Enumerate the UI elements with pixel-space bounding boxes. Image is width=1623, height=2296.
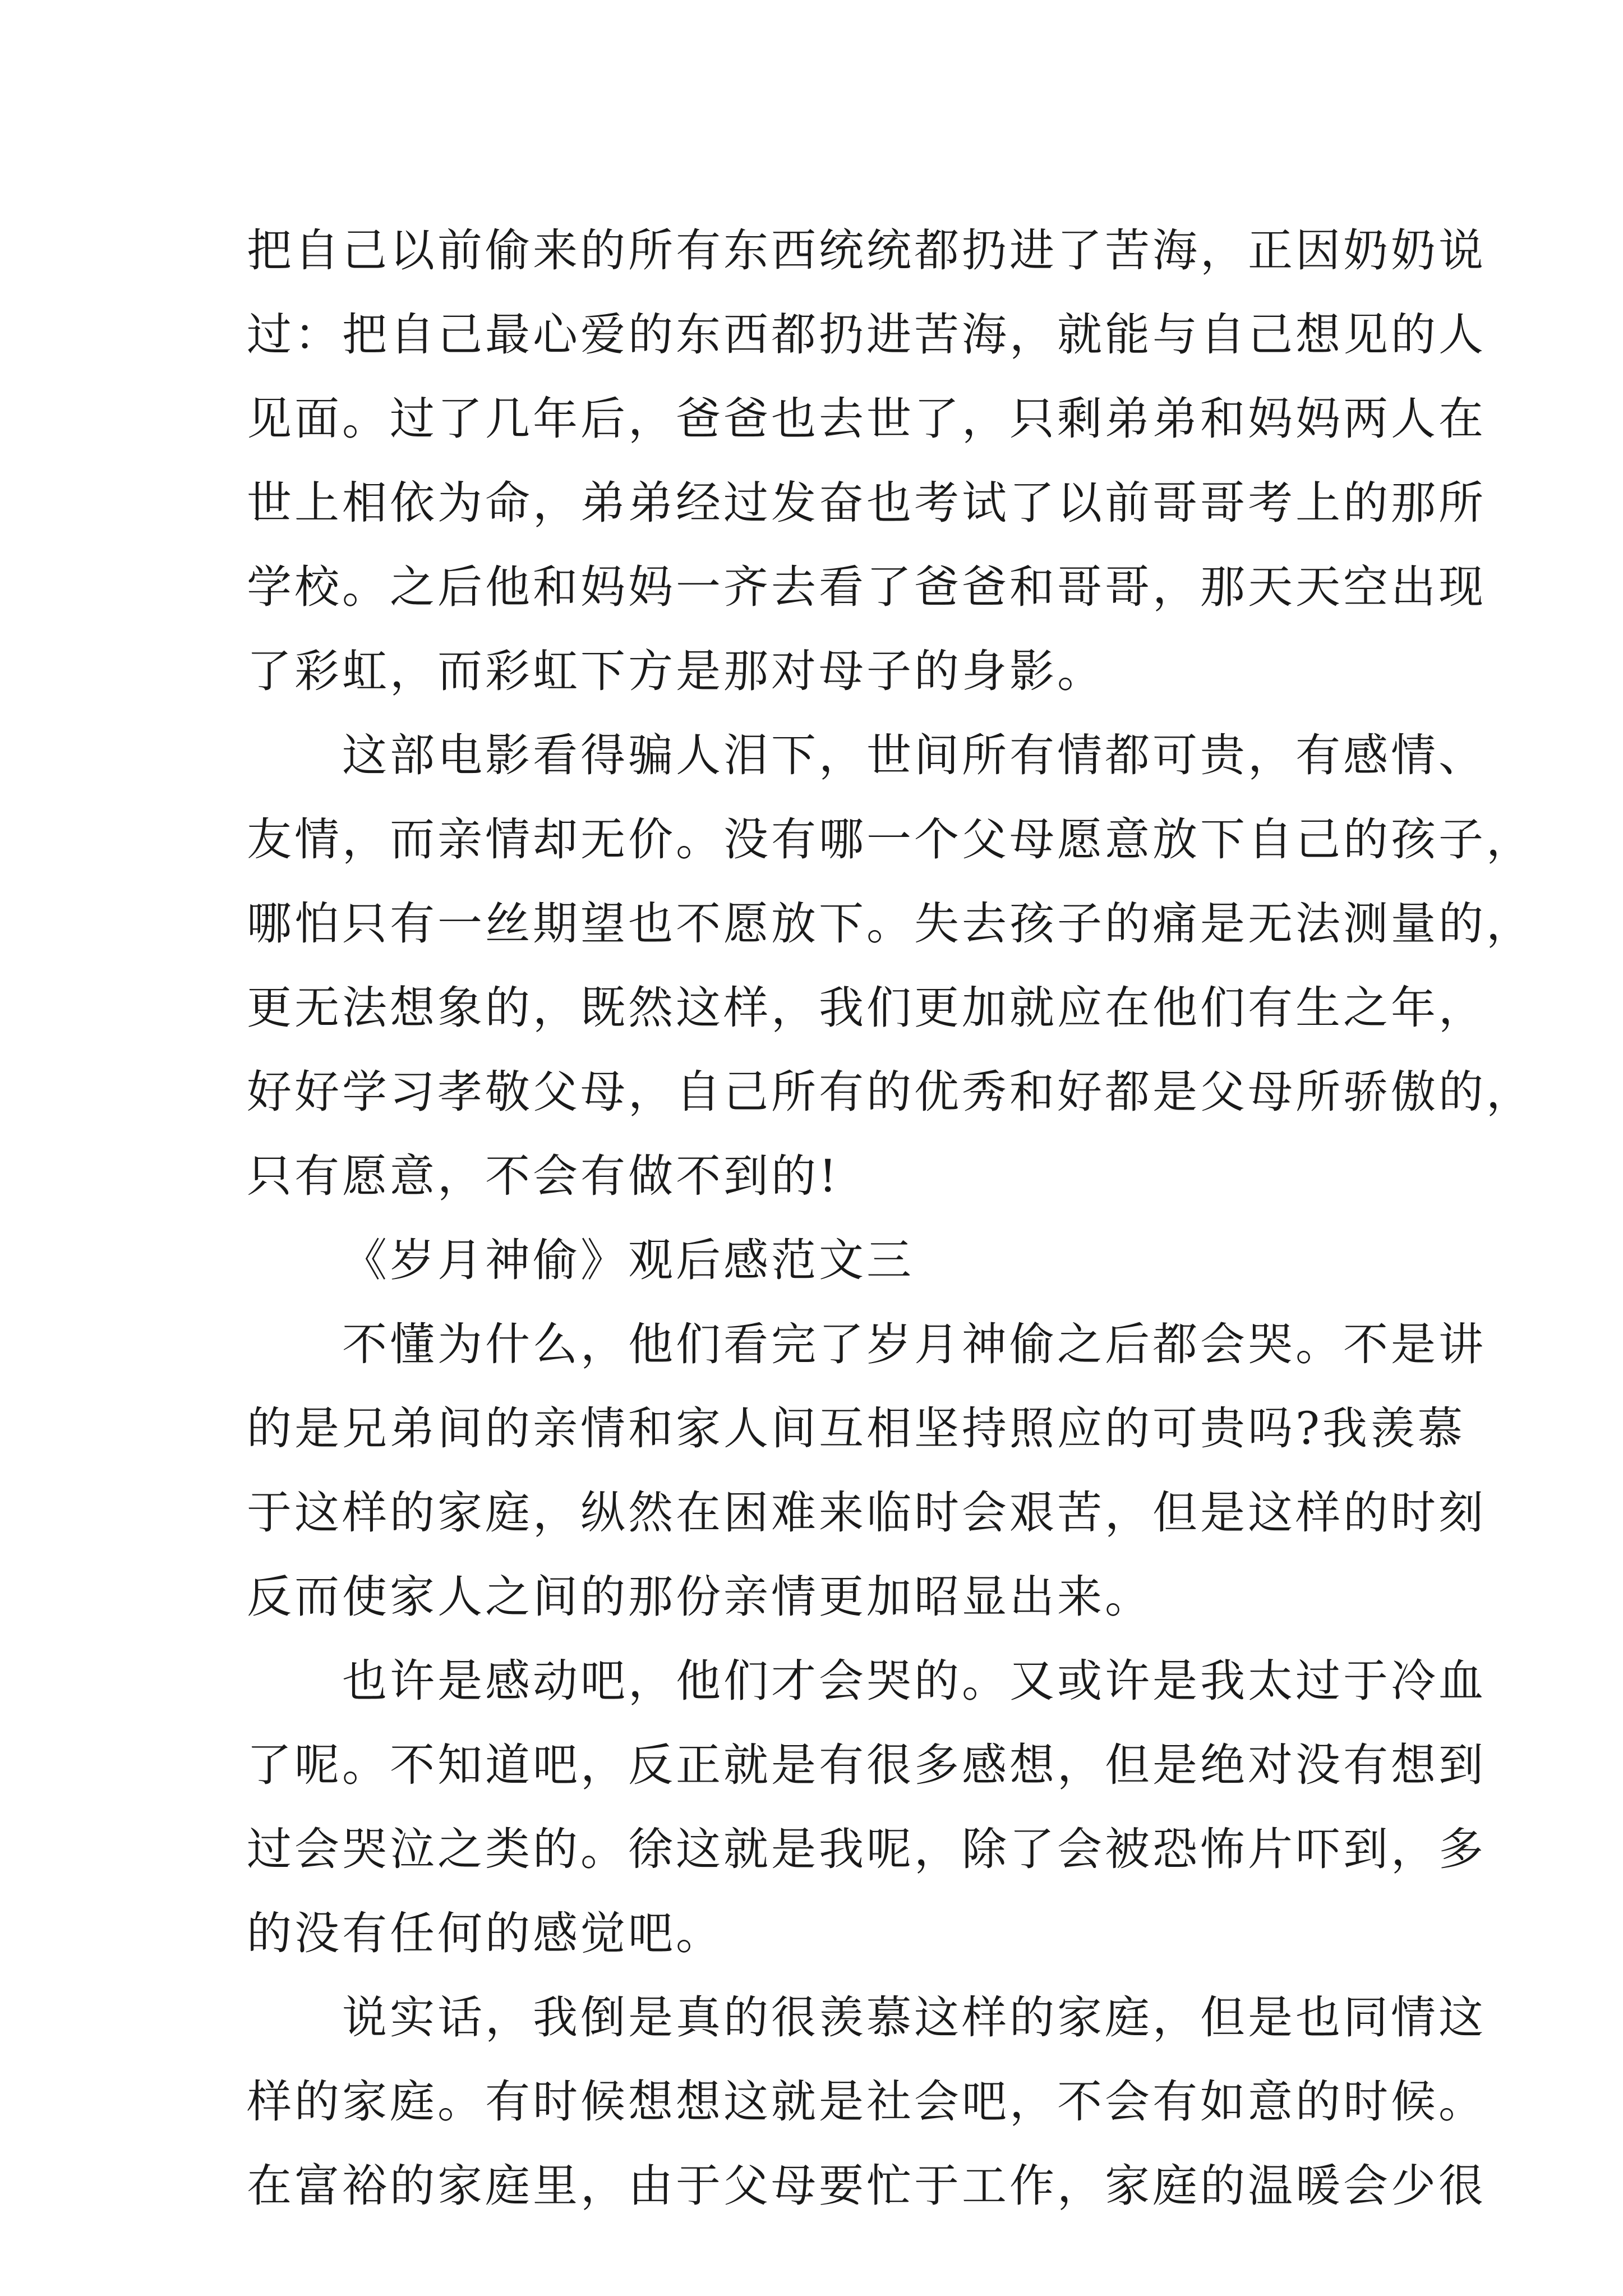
paragraph bbox=[247, 1639, 1486, 1976]
text-line: 反而使家人之间的那份亲情更加昭显出来。 bbox=[247, 1571, 1152, 1623]
text-line: 样的家庭。有时候想想这就是社会吧，不会有如意的时候。 bbox=[247, 2076, 1486, 2128]
text-line: 世上相依为命，弟弟经过发奋也考试了以前哥哥考上的那所 bbox=[247, 477, 1486, 529]
text-line: 把自己以前偷来的所有东西统统都扔进了苦海，正因奶奶说 bbox=[247, 224, 1486, 277]
text-line: 只有愿意，不会有做不到的! bbox=[247, 1150, 840, 1202]
paragraph bbox=[247, 714, 1534, 1218]
text-line: 学校。之后他和妈妈一齐去看了爸爸和哥哥，那天天空出现 bbox=[247, 561, 1486, 613]
text-line: 更无法想象的，既然这样，我们更加就应在他们有生之年， bbox=[247, 982, 1486, 1034]
text-line: 不懂为什么，他们看完了岁月神偷之后都会哭。不是讲 bbox=[342, 1318, 1486, 1370]
text-line: 哪怕只有一丝期望也不愿放下。失去孩子的痛是无法测量的， bbox=[247, 898, 1534, 950]
text-line: 于这样的家庭，纵然在困难来临时会艰苦，但是这样的时刻 bbox=[247, 1487, 1486, 1539]
text-line: 在富裕的家庭里，由于父母要忙于工作，家庭的温暖会少很 bbox=[247, 2160, 1486, 2212]
section-heading: 《岁月神偷》观后感范文三 bbox=[342, 1234, 914, 1286]
text-line: 过：把自己最心爱的东西都扔进苦海，就能与自己想见的人 bbox=[247, 309, 1486, 361]
text-line: 也许是感动吧，他们才会哭的。又或许是我太过于冷血 bbox=[342, 1655, 1486, 1707]
document-body bbox=[247, 209, 1534, 2228]
text-line: 见面。过了几年后，爸爸也去世了，只剩弟弟和妈妈两人在 bbox=[247, 393, 1486, 445]
paragraph bbox=[247, 1303, 1486, 1639]
paragraph bbox=[247, 1976, 1486, 2228]
text-line: 过会哭泣之类的。徐这就是我呢，除了会被恐怖片吓到，多 bbox=[247, 1823, 1486, 1875]
text-line: 这部电影看得骗人泪下，世间所有情都可贵，有感情、 bbox=[342, 729, 1486, 781]
text-line: 好好学习孝敬父母，自己所有的优秀和好都是父母所骄傲的， bbox=[247, 1066, 1534, 1118]
text-line: 了呢。不知道吧，反正就是有很多感想，但是绝对没有想到 bbox=[247, 1739, 1486, 1791]
paragraph bbox=[247, 209, 1486, 714]
text-line: 的没有任何的感觉吧。 bbox=[247, 1907, 723, 1959]
text-line: 友情，而亲情却无价。没有哪一个父母愿意放下自己的孩子， bbox=[247, 813, 1534, 866]
text-line: 的是兄弟间的亲情和家人间互相坚持照应的可贵吗?我羡慕 bbox=[247, 1402, 1465, 1455]
text-line: 说实话，我倒是真的很羡慕这样的家庭，但是也同情这 bbox=[342, 1991, 1486, 2044]
text-line: 了彩虹，而彩虹下方是那对母子的身影。 bbox=[247, 645, 1105, 697]
